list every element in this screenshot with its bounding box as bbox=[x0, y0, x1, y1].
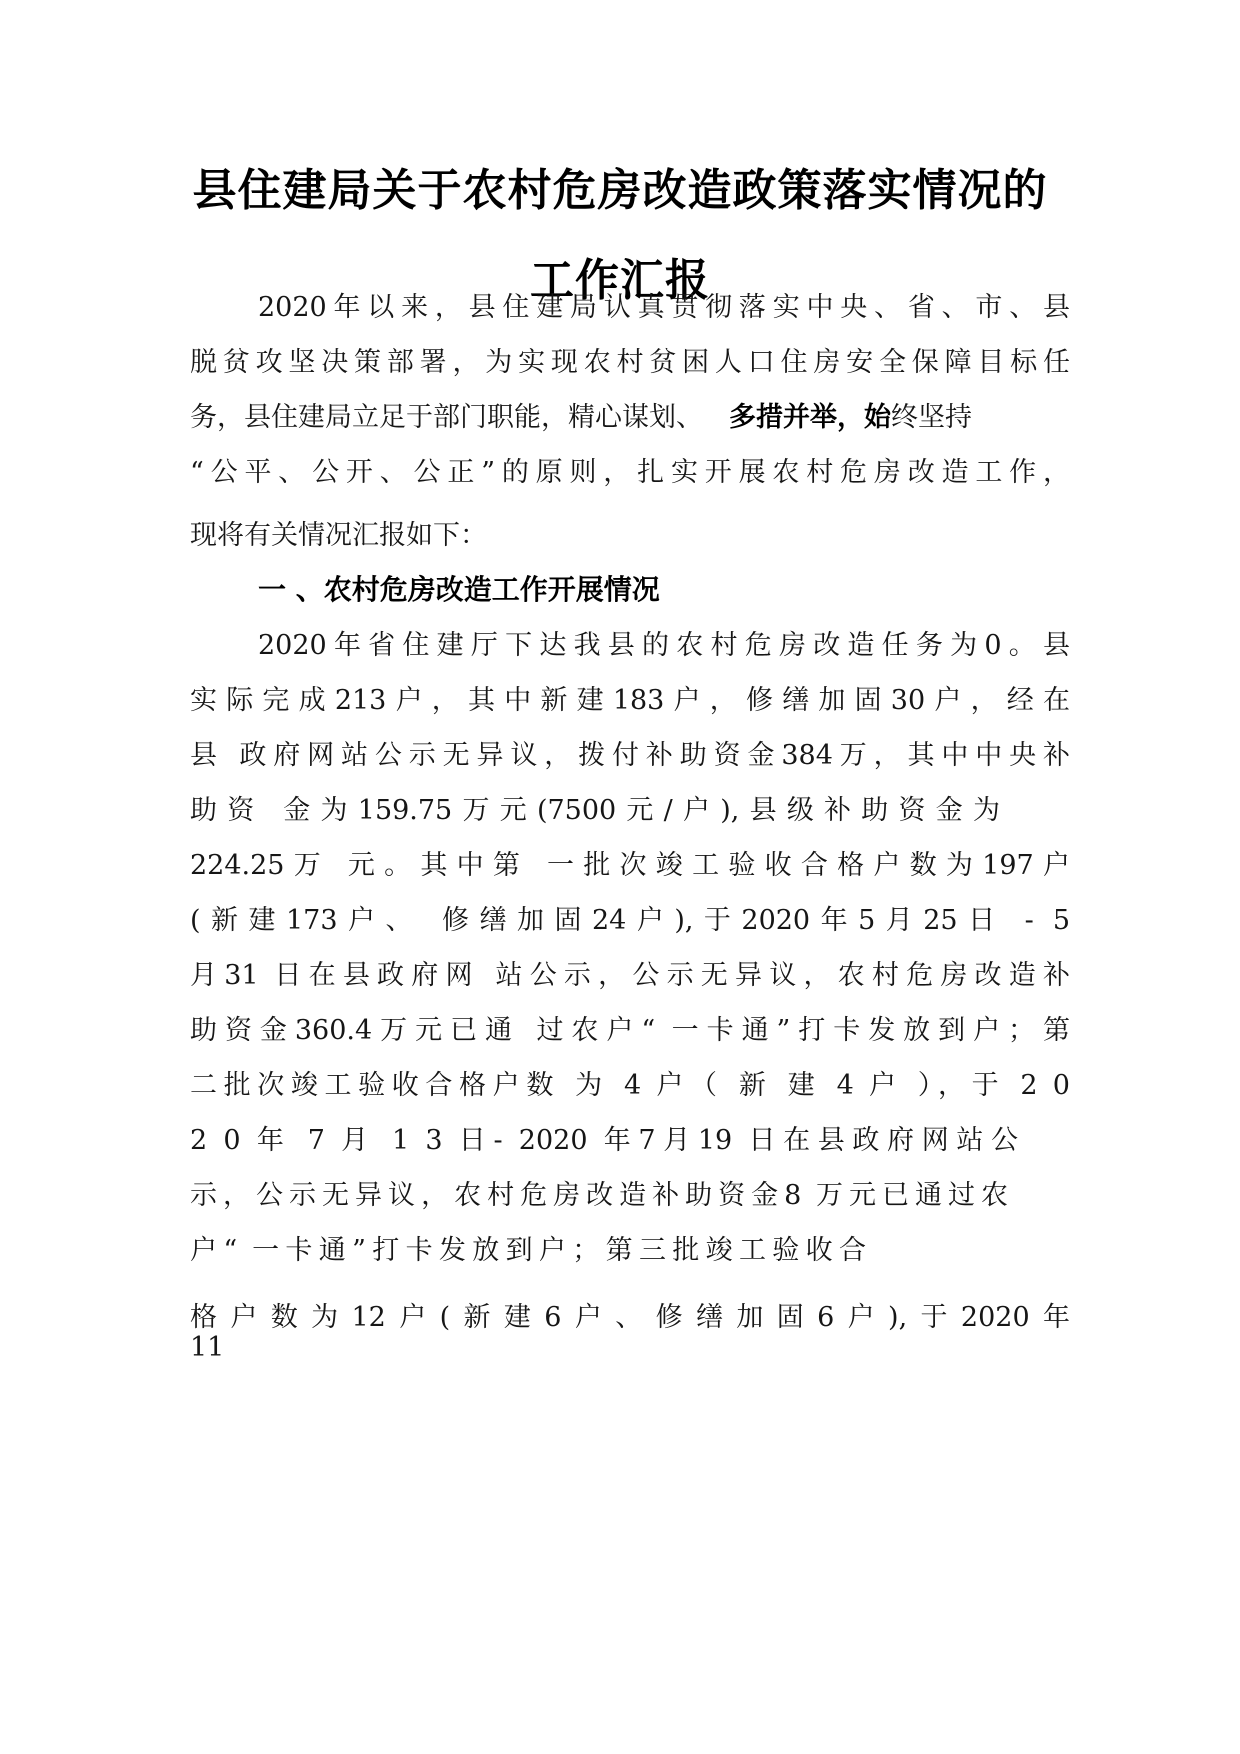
intro-line-4: “公平、公开、公正”的原则，扎实开展农村危房改造工作， bbox=[190, 457, 1070, 488]
intro-line-3-part-1: 务，县住建局立足于部门职能，精心谋划、 bbox=[190, 402, 703, 433]
section-1-line-9: 二批次竣工验收合格户数 为 4 户（ 新 建 4 户 ），于 2 0 bbox=[190, 1070, 1070, 1101]
section-1-line-12: 户“ 一卡通”打卡发放到户；第三批竣工验收合 bbox=[190, 1235, 866, 1266]
section-1-line-2: 实际完成213户，其中新建183户，修缮加固30户，经在 bbox=[190, 685, 1070, 716]
document-title-line-1: 县住建局关于农村危房改造政策落实情况的 bbox=[192, 165, 1048, 216]
intro-line-3-part-2: 终坚持 bbox=[891, 402, 972, 433]
intro-line-3 bbox=[190, 395, 1070, 434]
intro-line-1 bbox=[258, 285, 1070, 324]
section-1-line-10-wrap bbox=[190, 1118, 1018, 1157]
section-1-line-4-wrap bbox=[190, 788, 1000, 827]
section-1-line-6: (新建173户、 修缮加固24户),于2020年5月25日 - 5 bbox=[190, 905, 1070, 936]
section-1-line-3: 县 政府网站公示无异议，拨付补助资金384万，其中中央补 bbox=[190, 740, 1070, 771]
section-1-line-5: 224.25万 元。其中第 一批次竣工验收合格户数为197户 bbox=[190, 850, 1070, 881]
section-1-line-12-wrap bbox=[190, 1228, 866, 1267]
document-title-line-2: 工作汇报 bbox=[530, 255, 710, 306]
intro-line-3-emphasis: 多措并举，始 bbox=[729, 402, 891, 433]
section-1-line-1: 2020年省住建厅下达我县的农村危房改造任务为0。县 bbox=[258, 630, 1070, 661]
section-1-line-1-wrap bbox=[258, 623, 1070, 662]
section-1-line-8: 助资金360.4万元已通 过农户“ 一卡通”打卡发放到户；第 bbox=[190, 1015, 1070, 1046]
intro-line-5: 现将有关情况汇报如下： bbox=[190, 520, 487, 551]
section-1-heading: 一 、农村危房改造工作开展情况 bbox=[258, 573, 660, 606]
section-1-line-14: 11 bbox=[190, 1332, 225, 1363]
intro-line-1-text: 2020年以来，县住建局认真贯彻落实中央、省、市、县 bbox=[258, 292, 1070, 323]
intro-line-2: 脱贫攻坚决策部署，为实现农村贫困人口住房安全保障目标任 bbox=[190, 347, 1070, 378]
section-1-line-11-wrap bbox=[190, 1173, 1008, 1212]
section-1-line-7: 月31 日在县政府网 站公示，公示无异议，农村危房改造补 bbox=[190, 960, 1070, 991]
section-1-line-4: 助资 金为159.75万元(7500元/户),县级补助资金为 bbox=[190, 795, 1000, 826]
section-1-line-11: 示，公示无异议，农村危房改造补助资金8 万元已通过农 bbox=[190, 1180, 1008, 1211]
section-1-line-13: 格户数为12户(新建6户、修缮加固6户),于2020年 bbox=[190, 1302, 1070, 1333]
section-1-line-10: 2 0 年 7 月 1 3 日- 2020 年7月19 日在县政府网站公 bbox=[190, 1125, 1018, 1156]
